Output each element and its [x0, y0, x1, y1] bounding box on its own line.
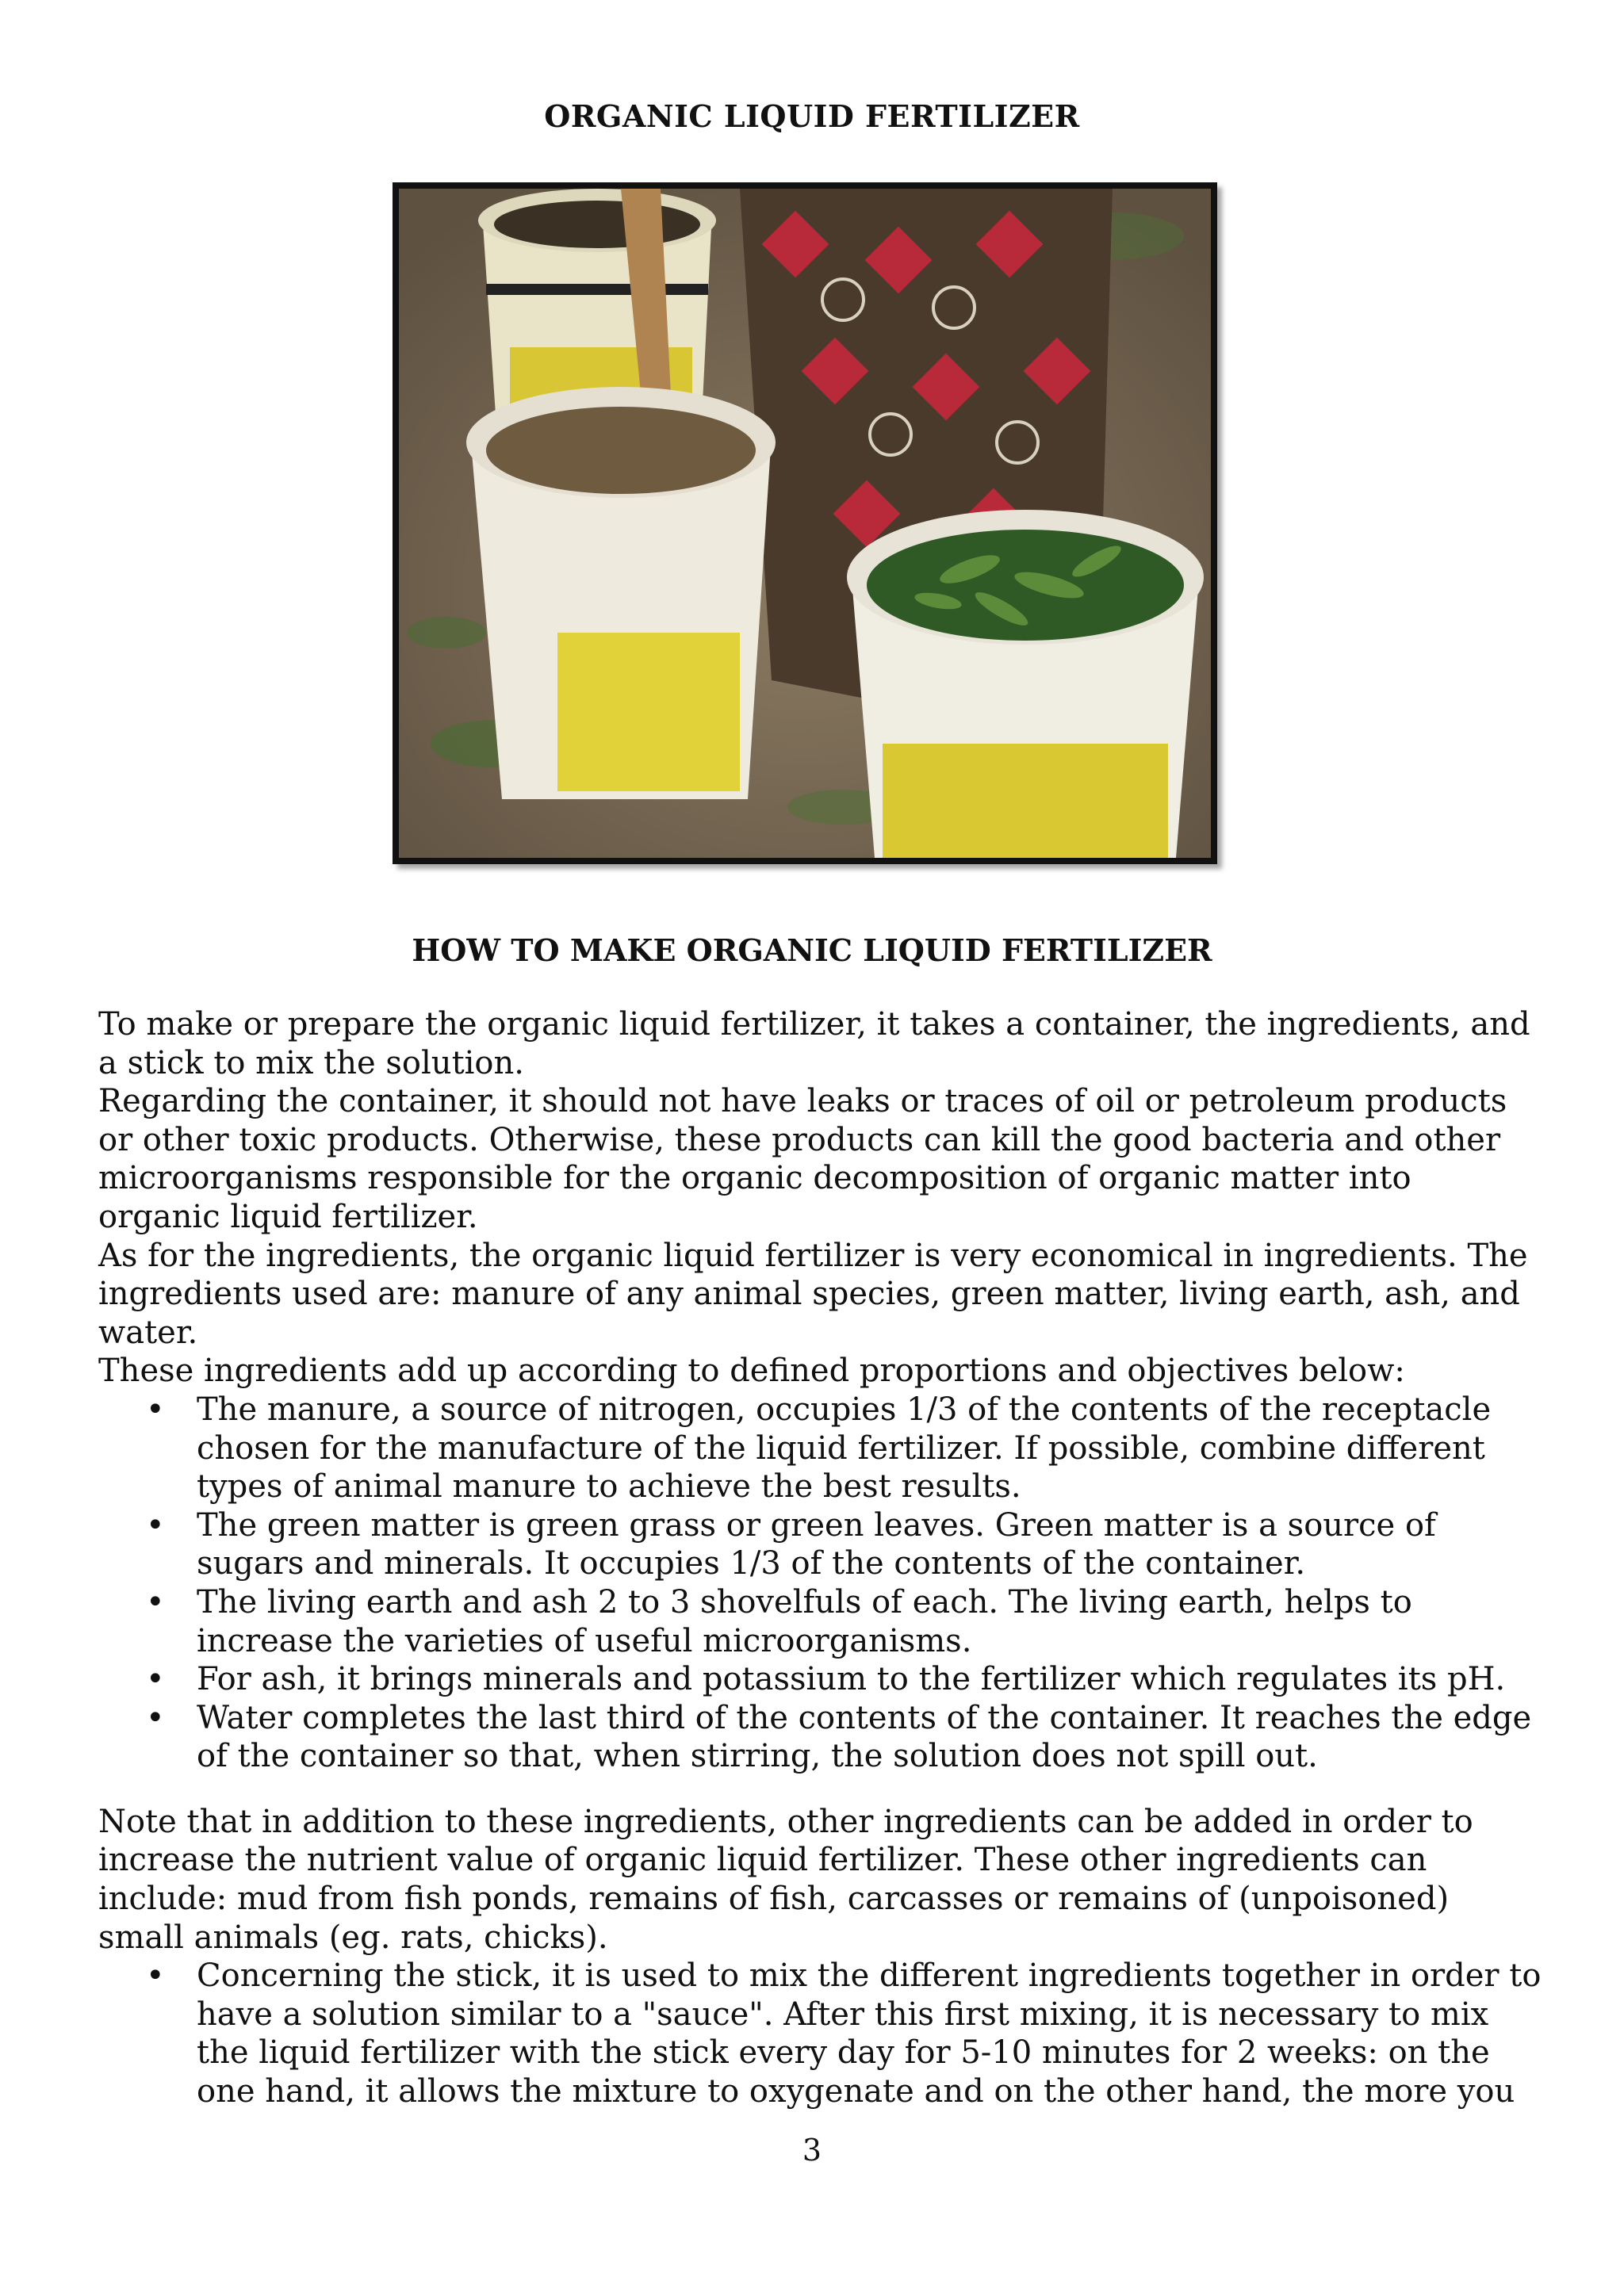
list-item: • The green matter is green grass or green leaves. Green matter is a source of sugars and minerals. It occupies 1/3 of the contents of the container. — [197, 1506, 1542, 1583]
buckets-photo-icon — [399, 189, 1211, 858]
list-item: • Water completes the last third of the contents of the container. It reaches the edge of the container so that, when stirring, the solution does not spill out. — [197, 1699, 1542, 1776]
note-paragraph: Note that in addition to these ingredients, other ingredients can be added in order to increase the nutrient value of organic liquid fertilizer. These other ingredients can include: mud from fish ponds, remains of fish, carcasses or remains of (unpoisoned) small animals (eg. rats, chicks). — [98, 1803, 1473, 1956]
paragraph: Regarding the container, it should not have leaks or traces of oil or petroleum products or other toxic products. Otherwise, these products can kill the good bacteria and other microorganisms responsible for the organic decomposition of organic matter into organic liquid fertilizer. — [98, 1083, 1507, 1235]
list-item: • Concerning the stick, it is used to mix the different ingredients together in order to have a solution similar to a "sauce". After this first mixing, it is necessary to mix the liquid fertilizer with the stick every day for 5-10 minutes for 2 weeks: on the one hand, it allows the mixture to oxygenate and on the other hand, the more you — [197, 1957, 1542, 2110]
list-item: • The manure, a source of nitrogen, occupies 1/3 of the contents of the receptacle chosen for the manufacture of the liquid fertilizer. If possible, combine different types of animal manure to achieve the best results. — [197, 1391, 1542, 1506]
paragraph: As for the ingredients, the organic liquid fertilizer is very economical in ingredients. The ingredients used are: manure of any animal species, green matter, living earth, ash, and water. — [98, 1237, 1528, 1351]
stick-list — [98, 1957, 1542, 2110]
page-number: 3 — [802, 2133, 822, 2168]
paragraph: To make or prepare the organic liquid fertilizer, it takes a container, the ingredients, and a stick to mix the solution. — [98, 1006, 1530, 1081]
list-item: • The living earth and ash 2 to 3 shovelfuls of each. The living earth, helps to increase the varieties of useful microorganisms. — [197, 1583, 1542, 1660]
ingredients-list — [98, 1391, 1542, 1776]
spacer — [98, 1776, 1542, 1803]
body-text — [98, 1005, 1542, 2111]
section-heading: HOW TO MAKE ORGANIC LIQUID FERTILIZER — [412, 932, 1212, 968]
page-title: ORGANIC LIQUID FERTILIZER — [544, 98, 1080, 134]
paragraph: These ingredients add up according to defined proportions and objectives below: — [98, 1353, 1405, 1390]
list-item: • For ash, it brings minerals and potassium to the fertilizer which regulates its pH. — [197, 1660, 1542, 1699]
buckets-photo — [393, 182, 1217, 864]
